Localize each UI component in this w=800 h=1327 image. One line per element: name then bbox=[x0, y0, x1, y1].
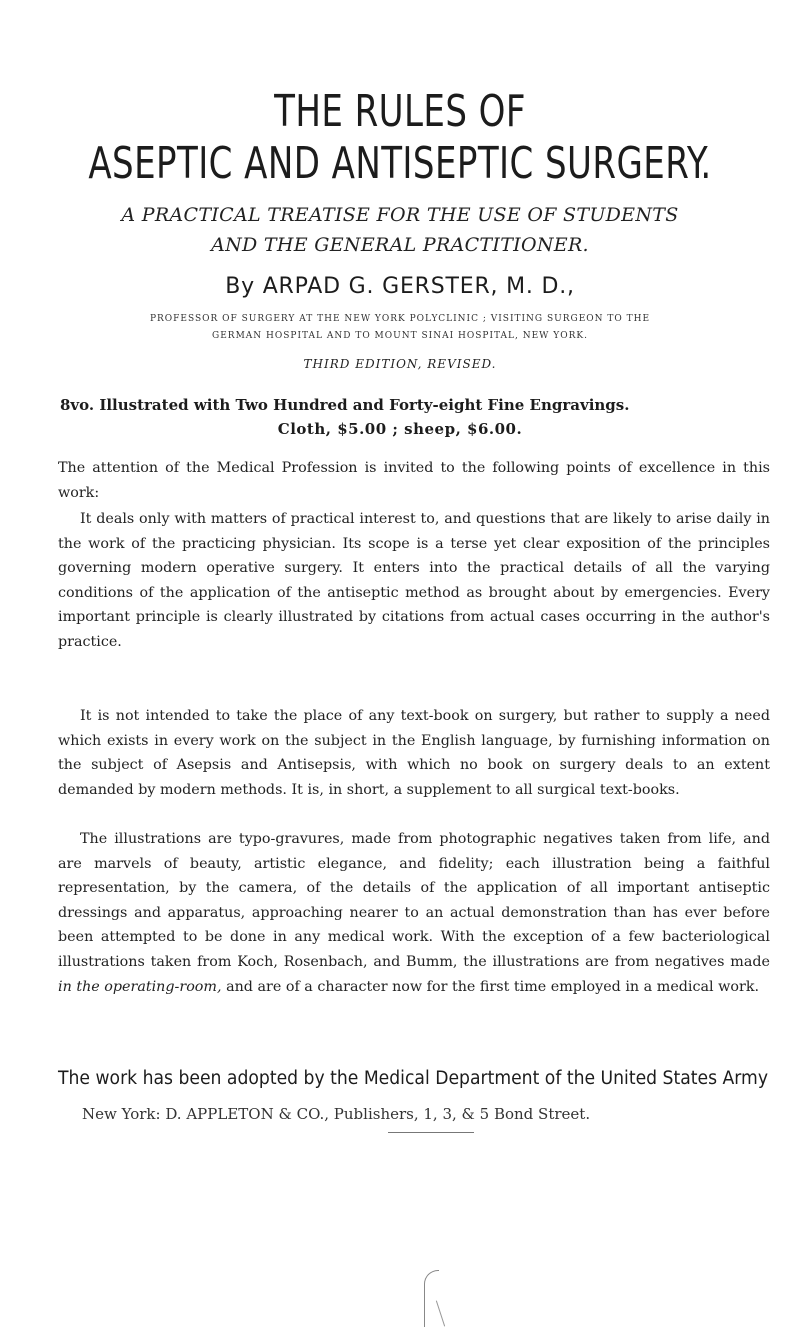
illustrations-note: 8vo. Illustrated with Two Hundred and Forty-eight Fine Engravings. bbox=[60, 396, 630, 414]
paragraph-illustrations-italic: in the operating-room, bbox=[58, 978, 222, 995]
intro-paragraph: The attention of the Medical Profession is invited to the following points of excellence in this work: bbox=[58, 460, 770, 501]
adoption-statement: The work has been adopted by the Medical Department of the United States Army bbox=[58, 1068, 769, 1089]
paragraph-practical-interest: It deals only with matters of practical interest to, and questions that are likely to arise daily in the work of the practicing physician. Its scope is a terse yet clear exposition of the principles governing modern operative surgery. It enters into the practical details of all the varying conditions of the application of the antiseptic method as brought about by emergencies. Every important principle is clearly illustrated by citations from actual cases occurring in the author's practice. bbox=[58, 511, 770, 650]
paragraph-illustrations-end: and are of a character now for the first time employed in a medical work. bbox=[221, 978, 760, 995]
author-line: By ARPAD G. GERSTER, M. D., bbox=[225, 274, 575, 299]
professorship-line-2: GERMAN HOSPITAL AND TO MOUNT SINAI HOSPITAL, NEW YORK. bbox=[212, 331, 588, 341]
paragraph-supplement: It is not intended to take the place of any text-book on surgery, but rather to supply a need which exists in every work on the subject in the English language, by furnishing information on the subject of Asepsis and Antisepsis, with which no book on surgery deals to an extent demanded by modern methods. It is, in short, a supplement to all surgical text-books. bbox=[58, 708, 770, 798]
professorship-line-1: PROFESSOR OF SURGERY AT THE NEW YORK POLYCLINIC ; VISITING SURGEON TO THE bbox=[149, 314, 651, 324]
subtitle-line-2: AND THE GENERAL PRACTITIONER. bbox=[211, 234, 589, 256]
divider-rule bbox=[388, 1132, 474, 1133]
publisher-line: New York: D. APPLETON & CO., Publishers, 1, 3, & 5 Bond Street. bbox=[82, 1105, 591, 1123]
title-line-1: THE RULES OF bbox=[274, 86, 526, 137]
subtitle-line-1: A PRACTICAL TREATISE FOR THE USE OF STUDENTS bbox=[121, 204, 679, 226]
price-line: Cloth, $5.00 ; sheep, $6.00. bbox=[277, 420, 523, 438]
paragraph-illustrations bbox=[58, 827, 770, 999]
paragraph-illustrations-text: The illustrations are typo-gravures, made from photographic negatives taken from life, and are marvels of beauty, artistic elegance, and fidelity; each illustration being a faithful representation, by the camera, of the details of the application of all important antiseptic dressings and apparatus, approaching nearer to an actual demonstration than has ever before been attempted to be done in any medical work. With the exception of a few bacteriological illustrations taken from Koch, Rosenbach, and Bumm, the illustrations are from negatives made bbox=[58, 831, 770, 970]
edition-note: THIRD EDITION, REVISED. bbox=[303, 357, 497, 371]
page-edge-mark bbox=[424, 1270, 439, 1327]
title-line-2: ASEPTIC AND ANTISEPTIC SURGERY. bbox=[88, 138, 712, 189]
